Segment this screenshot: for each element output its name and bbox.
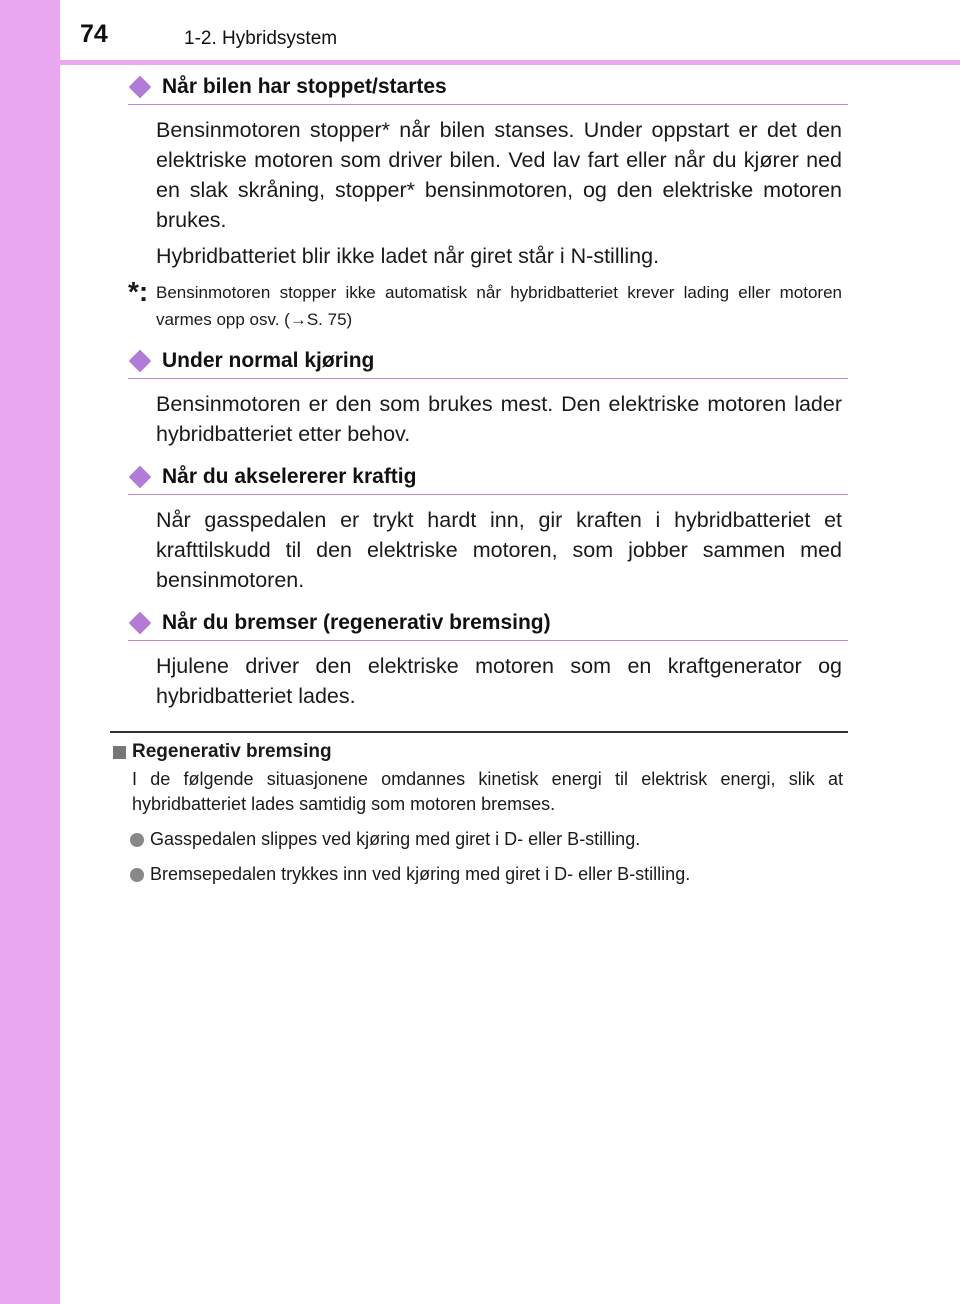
square-bullet-icon [113, 746, 126, 759]
section-divider [110, 731, 848, 733]
bullet-dot-icon [130, 868, 144, 882]
diamond-icon [129, 466, 152, 489]
list-item [130, 827, 843, 852]
section-title: Når bilen har stoppet/startes [162, 75, 447, 98]
diamond-icon [129, 76, 152, 99]
section-hard-acceleration [128, 460, 848, 595]
paragraph: Når gasspedalen er trykt hardt inn, gir kraften i hybridbatteriet et krafttilskudd til den elektriske motoren, som jobber sammen med bensinmotoren. [156, 508, 842, 592]
diamond-icon [129, 350, 152, 373]
note-title: Regenerativ bremsing [132, 741, 332, 762]
list-item-text: Bremsepedalen trykkes inn ved kjøring med giret i D- eller B-stilling. [150, 864, 691, 884]
section-heading [128, 460, 848, 495]
paragraph: Hybridbatteriet blir ikke ladet når giret står i N-stilling. [156, 244, 660, 268]
paragraph: Bensinmotoren er den som brukes mest. Den elektriske motoren lader hybridbatteriet etter behov. [156, 392, 842, 446]
diamond-icon [129, 612, 152, 635]
header-rule [60, 60, 960, 65]
note-heading [113, 741, 843, 763]
section-braking [128, 606, 848, 711]
list-item [130, 862, 843, 887]
section-title: Under normal kjøring [162, 349, 375, 372]
chapter-side-band [0, 0, 60, 1304]
page-number: 74 [80, 20, 108, 48]
section-heading [128, 606, 848, 641]
paragraph: Hjulene driver den elektriske motoren som en kraftgenerator og hybridbatteriet lades. [156, 654, 842, 708]
paragraph: Bensinmotoren stopper* når bilen stanses. Under oppstart er det den elektriske motoren som driver bilen. Ved lav fart eller når du kjører ned en slak skråning, stopper* bensinmotoren, og den elektriske motoren brukes. [156, 118, 842, 232]
footnote [128, 276, 848, 333]
section-normal-driving [128, 344, 848, 449]
note-block [113, 741, 843, 887]
footnote-text: Bensinmotoren stopper ikke automatisk når hybridbatteriet krever lading eller motoren varmes opp osv. (→S. 75) [156, 283, 842, 329]
section-heading [128, 70, 848, 105]
note-text: I de følgende situasjonene omdannes kinetisk energi til elektrisk energi, slik at hybridbatteriet lades samtidig som motoren bremses. [132, 769, 843, 814]
footnote-marker: *: [128, 276, 149, 307]
chapter-title: 1-2. Hybridsystem [184, 28, 338, 49]
section-title: Når du akselererer kraftig [162, 465, 417, 488]
bullet-dot-icon [130, 833, 144, 847]
section-title: Når du bremser (regenerativ bremsing) [162, 611, 551, 634]
section-stop-start [128, 70, 848, 333]
section-heading [128, 344, 848, 379]
list-item-text: Gasspedalen slippes ved kjøring med giret i D- eller B-stilling. [150, 829, 641, 849]
